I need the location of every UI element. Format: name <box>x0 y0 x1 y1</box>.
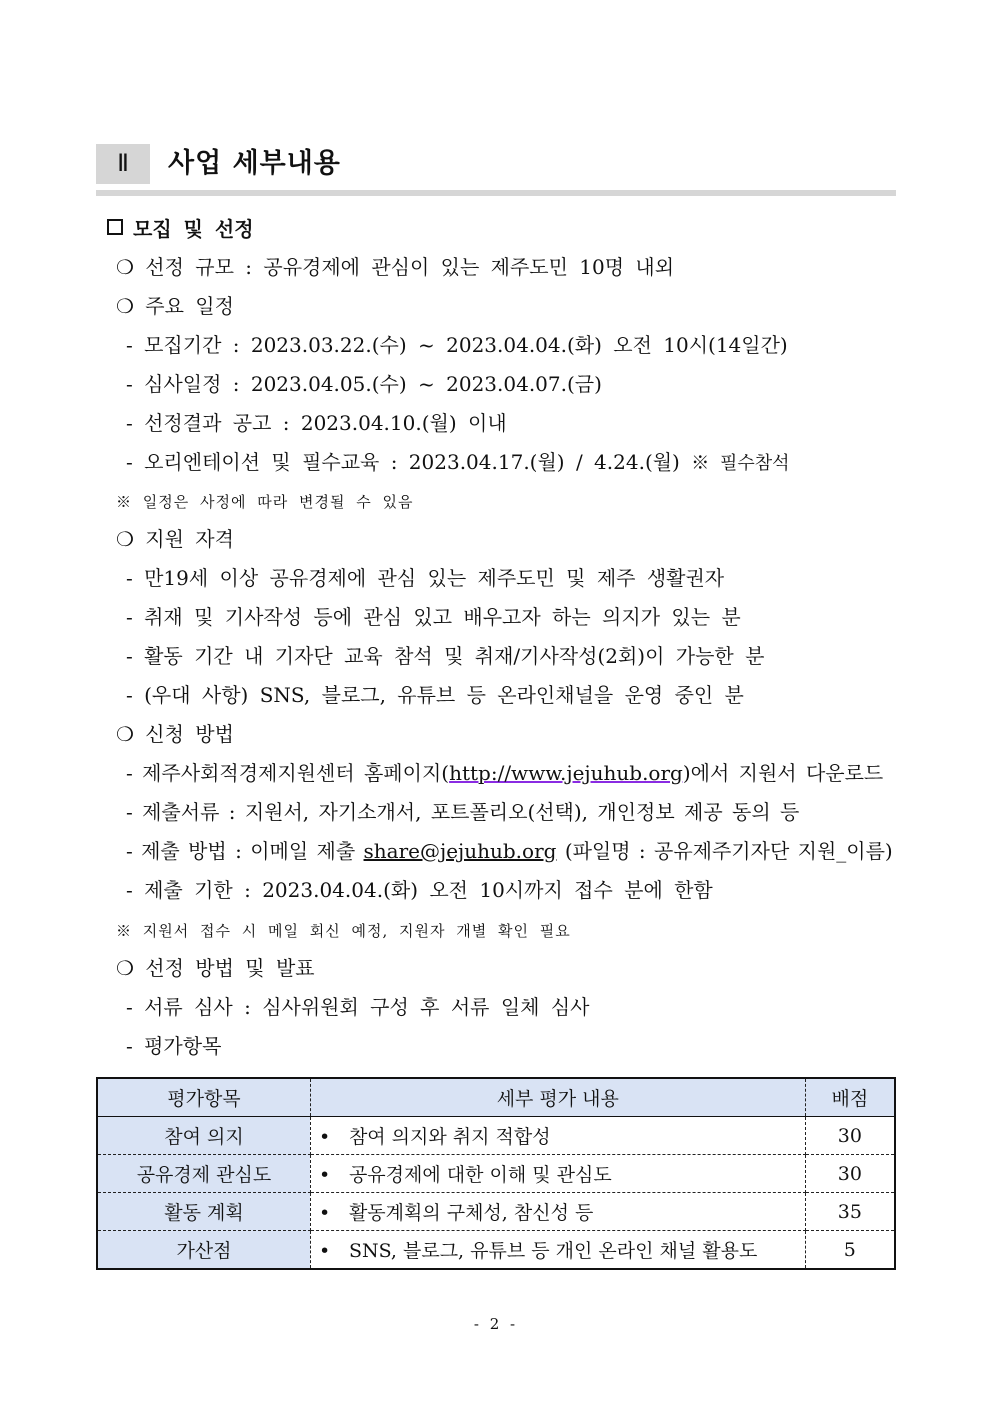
qualification-item: - 만19세 이상 공유경제에 관심 있는 제주도민 및 제주 생활권자 <box>126 566 725 590</box>
qualification-heading: ❍ 지원 자격 <box>116 527 234 551</box>
row-item: 참여 의지 <box>97 1117 310 1155</box>
document-review: - 서류 심사 : 심사위원회 구성 후 서류 일체 심사 <box>126 995 590 1019</box>
schedule-note: ※ 일정은 사정에 따라 변경될 수 있음 <box>116 493 414 511</box>
row-score: 30 <box>805 1117 895 1155</box>
row-score: 5 <box>805 1231 895 1270</box>
table-header-row <box>97 1078 895 1117</box>
apply-heading: ❍ 신청 방법 <box>116 722 234 746</box>
review-period: - 심사일정 : 2023.04.05.(수) ~ 2023.04.07.(금) <box>126 372 602 396</box>
qualification-item: - 활동 기간 내 기자단 교육 참석 및 취재/기사작성(2회)이 가능한 분 <box>126 644 765 668</box>
table-row <box>97 1117 895 1155</box>
evaluation-table <box>96 1077 896 1270</box>
selection-heading: ❍ 선정 방법 및 발표 <box>116 956 315 980</box>
email-link[interactable]: share@jejuhub.org <box>363 839 557 863</box>
recruit-period: - 모집기간 : 2023.03.22.(수) ~ 2023.04.04.(화) 오전 10시(14일간) <box>126 333 788 357</box>
qualification-item: - (우대 사항) SNS, 블로그, 유튜브 등 온라인채널을 운영 중인 분 <box>126 683 744 707</box>
row-score: 30 <box>805 1155 895 1193</box>
section-title: 사업 세부내용 <box>168 148 341 179</box>
row-desc: • 참여 의지와 취지 적합성 <box>310 1117 805 1155</box>
column-header-detail: 세부 평가 내용 <box>310 1078 805 1117</box>
evaluation-items-label: - 평가항목 <box>126 1034 222 1058</box>
apply-deadline: - 제출 기한 : 2023.04.04.(화) 오전 10시까지 접수 분에 한함 <box>126 878 713 902</box>
required-note: ※ 필수참석 <box>691 453 790 474</box>
selection-scale: ❍ 선정 규모 : 공유경제에 관심이 있는 제주도민 10명 내외 <box>116 255 675 279</box>
column-header-score: 배점 <box>805 1078 895 1117</box>
column-header-item: 평가항목 <box>97 1078 310 1117</box>
apply-download: - 제주사회적경제지원센터 홈페이지(http://www.jejuhub.org)에서 지원서 다운로드 <box>126 761 884 785</box>
table-row <box>97 1193 895 1231</box>
row-score: 35 <box>805 1193 895 1231</box>
row-desc: • SNS, 블로그, 유튜브 등 개인 온라인 채널 활용도 <box>310 1231 805 1270</box>
checkbox-square-icon <box>107 219 123 235</box>
row-desc: • 활동계획의 구체성, 참신성 등 <box>310 1193 805 1231</box>
apply-method: - 제출 방법 : 이메일 제출 share@jejuhub.org (파일명 : 공유제주기자단 지원_이름) <box>126 839 893 863</box>
section-number: Ⅱ <box>96 144 150 184</box>
row-item: 공유경제 관심도 <box>97 1155 310 1193</box>
subsection-heading: 모집 및 선정 <box>107 214 254 244</box>
schedule-heading: ❍ 주요 일정 <box>116 294 234 318</box>
row-desc: • 공유경제에 대한 이해 및 관심도 <box>310 1155 805 1193</box>
apply-note: ※ 지원서 접수 시 메일 회신 예정, 지원자 개별 확인 필요 <box>116 922 571 940</box>
row-item: 가산점 <box>97 1231 310 1270</box>
header-rule <box>96 190 896 196</box>
apply-documents: - 제출서류 : 지원서, 자기소개서, 포트폴리오(선택), 개인정보 제공 동의 등 <box>126 800 800 824</box>
result-announcement: - 선정결과 공고 : 2023.04.10.(월) 이내 <box>126 411 507 435</box>
table-row <box>97 1155 895 1193</box>
orientation-schedule: - 오리엔테이션 및 필수교육 : 2023.04.17.(월) / 4.24.(월) ※ 필수참석 <box>126 450 790 474</box>
table-row <box>97 1231 895 1270</box>
section-header <box>96 144 896 196</box>
qualification-item: - 취재 및 기사작성 등에 관심 있고 배우고자 하는 의지가 있는 분 <box>126 605 741 629</box>
page-number: - 2 - <box>473 1315 519 1333</box>
homepage-link[interactable]: http://www.jejuhub.org <box>449 761 683 785</box>
row-item: 활동 계획 <box>97 1193 310 1231</box>
